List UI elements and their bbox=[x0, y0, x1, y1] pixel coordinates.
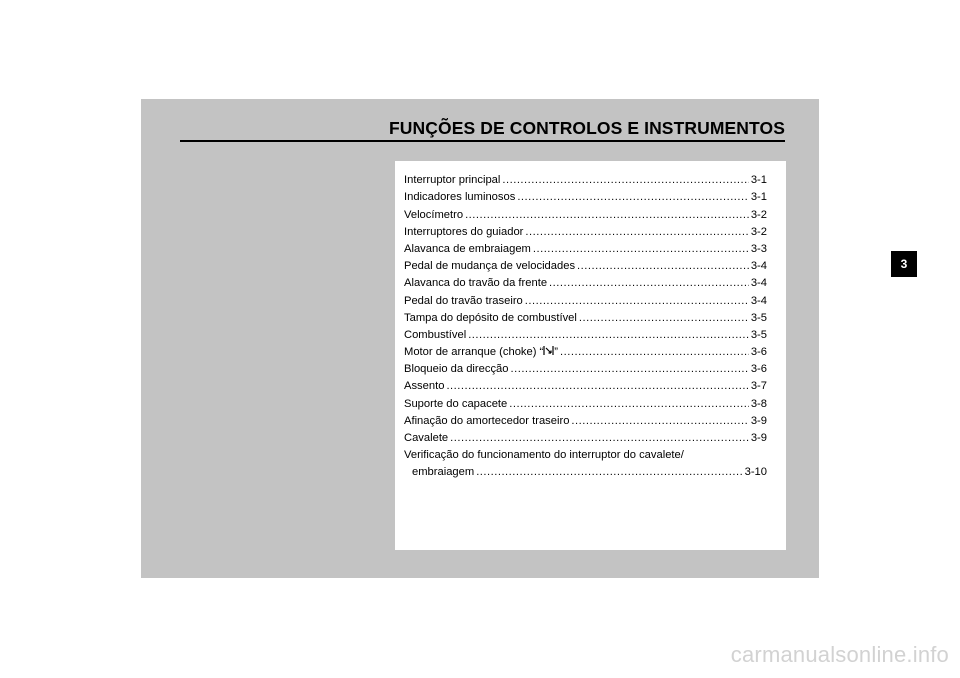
toc-entry-label: Tampa do depósito de combustível bbox=[404, 311, 577, 324]
toc-entry-label: Afinação do amortecedor traseiro bbox=[404, 414, 570, 427]
toc-entry-label: Assento bbox=[404, 380, 445, 393]
toc-entry[interactable] bbox=[404, 170, 767, 187]
dot-leader bbox=[517, 190, 749, 204]
toc-entry-page: 3-4 bbox=[750, 294, 767, 307]
toc-entry-label: Interruptores do guiador bbox=[404, 225, 524, 238]
toc-entry-page: 3-9 bbox=[750, 432, 767, 444]
toc-entry-page: 3-4 bbox=[750, 277, 767, 290]
dot-leader bbox=[525, 225, 748, 239]
toc-entry[interactable] bbox=[404, 239, 767, 256]
chapter-tab-marker: 3 bbox=[891, 251, 917, 277]
dot-leader bbox=[468, 328, 749, 342]
toc-entry-label-end: ” bbox=[554, 346, 559, 359]
toc-entry-first-line[interactable] bbox=[404, 445, 767, 462]
toc-entry-page: 3-2 bbox=[750, 208, 767, 221]
dot-leader bbox=[465, 208, 749, 222]
toc-entry[interactable] bbox=[404, 376, 767, 393]
toc-entry[interactable] bbox=[404, 187, 767, 204]
toc-entry[interactable] bbox=[404, 342, 767, 359]
toc-entry-page: 3-1 bbox=[750, 191, 767, 204]
toc-entry[interactable] bbox=[404, 308, 767, 325]
toc-entry[interactable] bbox=[404, 256, 767, 273]
toc-entry[interactable] bbox=[404, 325, 767, 342]
toc-entry-label: Alavanca de embraiagem bbox=[404, 242, 531, 255]
dot-leader bbox=[579, 311, 749, 325]
toc-entry-label: Combustível bbox=[404, 328, 467, 341]
toc-entry-label: Bloqueio da direcção bbox=[404, 363, 509, 376]
toc-entry-page: 3-4 bbox=[750, 260, 767, 273]
dot-leader bbox=[571, 414, 748, 428]
toc-entry-label: Indicadores luminosos bbox=[404, 191, 516, 204]
toc-entry-page: 3-3 bbox=[750, 242, 767, 255]
toc-entry-page: 3-6 bbox=[750, 346, 767, 359]
table-of-contents bbox=[404, 170, 767, 479]
toc-entry-label: Velocímetro bbox=[404, 208, 464, 221]
toc-entry[interactable] bbox=[404, 222, 767, 239]
toc-entry-page: 3-7 bbox=[750, 380, 767, 393]
toc-entry-page: 3-2 bbox=[750, 225, 767, 238]
toc-entry-label: Cavalete bbox=[404, 432, 449, 444]
toc-entry-page: 3-9 bbox=[750, 414, 767, 427]
toc-entry-label: Interruptor principal bbox=[404, 174, 501, 187]
toc-entry-label: Alavanca do travão da frente bbox=[404, 277, 548, 290]
toc-entry[interactable] bbox=[404, 411, 767, 428]
choke-symbol-icon bbox=[543, 345, 554, 356]
dot-leader bbox=[446, 379, 748, 393]
toc-entry[interactable] bbox=[404, 393, 767, 410]
dot-leader bbox=[533, 242, 749, 256]
toc-entry-page: 3-8 bbox=[750, 397, 767, 410]
toc-entry-label bbox=[404, 345, 558, 359]
toc-entry[interactable] bbox=[404, 290, 767, 307]
dot-leader bbox=[476, 465, 742, 479]
toc-entry-page: 3-6 bbox=[750, 363, 767, 376]
title-underline-rule bbox=[180, 140, 785, 142]
toc-entry-page: 3-1 bbox=[750, 174, 767, 187]
toc-entry-label: Pedal de mudança de velocidades bbox=[404, 260, 576, 273]
dot-leader bbox=[549, 276, 749, 290]
dot-leader bbox=[511, 362, 749, 376]
dot-leader bbox=[560, 345, 749, 359]
watermark-text: carmanualsonline.info bbox=[730, 642, 949, 667]
toc-entry[interactable] bbox=[404, 359, 767, 376]
toc-entry[interactable] bbox=[404, 204, 767, 221]
toc-entry-page: 3-5 bbox=[750, 328, 767, 341]
toc-entry-label: Suporte do capacete bbox=[404, 397, 508, 410]
toc-entry-label: Verificação do funcionamento do interruptor do cavalete/ bbox=[404, 449, 684, 462]
toc-entry[interactable] bbox=[404, 428, 767, 445]
chapter-title: FUNÇÕES DE CONTROLOS E INSTRUMENTOS bbox=[389, 118, 785, 138]
toc-entry[interactable] bbox=[404, 273, 767, 290]
dot-leader bbox=[577, 259, 749, 273]
toc-entry-page: 3-5 bbox=[750, 311, 767, 324]
dot-leader bbox=[509, 397, 749, 411]
toc-entry-label: embraiagem bbox=[412, 466, 475, 479]
toc-entry-continuation[interactable] bbox=[404, 462, 767, 479]
dot-leader bbox=[450, 431, 749, 445]
dot-leader bbox=[525, 294, 749, 308]
dot-leader bbox=[502, 173, 748, 187]
toc-entry-label: Pedal do travão traseiro bbox=[404, 294, 523, 307]
toc-entry-page: 3-10 bbox=[744, 466, 767, 479]
toc-entry-label-start: Motor de arranque (choke) “ bbox=[404, 346, 544, 359]
